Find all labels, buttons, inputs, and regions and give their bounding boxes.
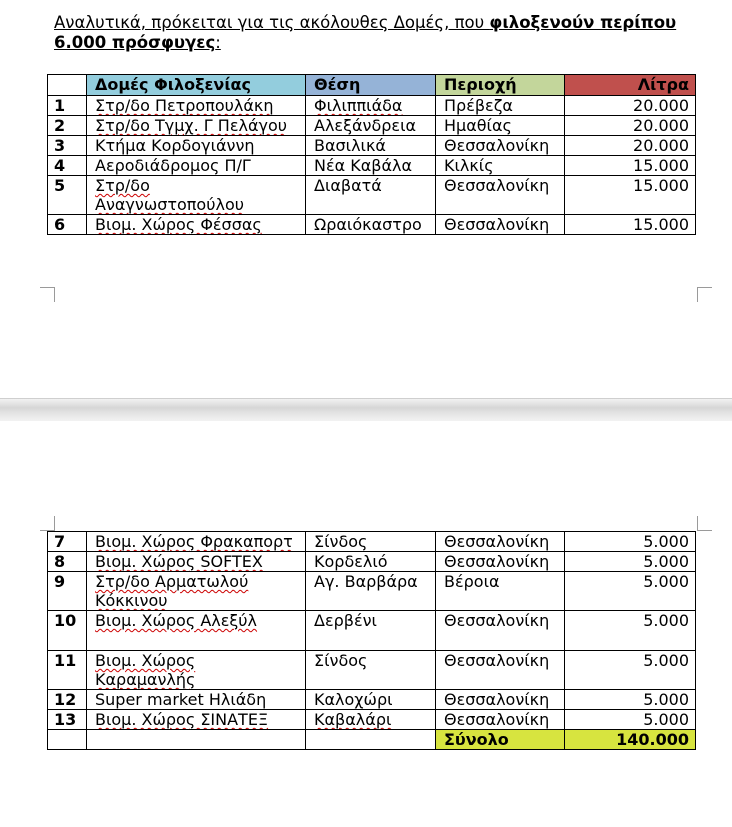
row-number: 10 — [48, 611, 87, 651]
total-value: 140.000 — [565, 730, 696, 750]
header-perioxi: Περιοχή — [436, 75, 565, 96]
total-empty-number — [48, 730, 87, 750]
row-domi-text: Βιομ. Χώρος Καραμανλής — [95, 651, 196, 689]
row-perioxi: Θεσσαλονίκη — [436, 136, 565, 156]
intro-bold-text: φιλοξενούν περίπου 6.000 πρόσφυγες — [54, 13, 677, 52]
row-domi-text: Στρ/δο Αναγνωστοπούλου — [95, 176, 244, 214]
row-thesi: Αλεξάνδρεια — [306, 116, 436, 136]
table-row — [48, 176, 696, 215]
table-row — [48, 116, 696, 136]
row-domi-text: Βιομ. Χώρος Αλεξύλ — [95, 611, 258, 630]
row-litra: 5.000 — [565, 690, 696, 710]
page-corner-mark — [40, 516, 55, 531]
row-domi: Αεροδιάδρομος Π/Γ — [87, 156, 306, 176]
row-litra: 5.000 — [565, 651, 696, 690]
row-thesi: Κορδελιό — [306, 552, 436, 572]
page-corner-mark — [40, 287, 55, 302]
intro-colon: : — [215, 33, 221, 52]
table-header-row — [48, 75, 696, 96]
row-number: 5 — [48, 176, 87, 215]
row-number: 6 — [48, 215, 87, 235]
row-perioxi: Θεσσαλονίκη — [436, 611, 565, 651]
row-thesi: Ωραιόκαστρο — [306, 215, 436, 235]
table-row — [48, 96, 696, 116]
row-perioxi: Θεσσαλονίκη — [436, 710, 565, 730]
row-domi: Super market Ηλιάδη — [87, 690, 306, 710]
total-empty-domi — [87, 730, 306, 750]
row-litra: 5.000 — [565, 532, 696, 552]
row-litra: 15.000 — [565, 176, 696, 215]
page-corner-mark — [697, 287, 712, 302]
header-thesi: Θέση — [306, 75, 436, 96]
row-perioxi: Ημαθίας — [436, 116, 565, 136]
intro-text: Αναλυτικά, πρόκειται για τις ακόλουθες Δομές, που — [54, 13, 490, 32]
row-perioxi: Θεσσαλονίκη — [436, 690, 565, 710]
row-domi-text: Στρ/δο Πετροπουλάκη — [95, 96, 274, 115]
row-domi — [87, 215, 306, 235]
row-domi — [87, 176, 306, 215]
row-litra: 15.000 — [565, 156, 696, 176]
row-thesi: Καλοχώρι — [306, 690, 436, 710]
row-number: 11 — [48, 651, 87, 690]
row-domi — [87, 552, 306, 572]
row-perioxi: Κιλκίς — [436, 156, 565, 176]
shelters-table-part-2 — [47, 531, 696, 750]
row-domi — [87, 532, 306, 552]
page-corner-mark — [697, 516, 712, 531]
row-number: 1 — [48, 96, 87, 116]
row-number: 12 — [48, 690, 87, 710]
table-row — [48, 156, 696, 176]
row-thesi: Σίνδος — [306, 532, 436, 552]
row-thesi: Δερβένι — [306, 611, 436, 651]
row-thesi: Διαβατά — [306, 176, 436, 215]
row-thesi-text: Καβαλάρι — [314, 710, 392, 729]
total-empty-thesi — [306, 730, 436, 750]
table-row — [48, 552, 696, 572]
row-domi — [87, 116, 306, 136]
total-row — [48, 730, 696, 750]
row-litra: 20.000 — [565, 96, 696, 116]
row-litra: 15.000 — [565, 215, 696, 235]
header-number — [48, 75, 87, 96]
row-perioxi: Βέροια — [436, 572, 565, 611]
row-number: 3 — [48, 136, 87, 156]
row-litra: 5.000 — [565, 572, 696, 611]
row-number: 13 — [48, 710, 87, 730]
row-domi: Κτήμα Κορδογιάννη — [87, 136, 306, 156]
table-row — [48, 690, 696, 710]
table-row — [48, 611, 696, 651]
row-litra: 5.000 — [565, 552, 696, 572]
row-litra: 5.000 — [565, 710, 696, 730]
row-litra: 20.000 — [565, 136, 696, 156]
row-thesi — [306, 710, 436, 730]
table-row — [48, 136, 696, 156]
row-perioxi: Θεσσαλονίκη — [436, 651, 565, 690]
table-row — [48, 572, 696, 611]
row-thesi: Νέα Καβάλα — [306, 156, 436, 176]
table-row — [48, 215, 696, 235]
row-thesi — [306, 96, 436, 116]
row-thesi: Βασιλικά — [306, 136, 436, 156]
intro-paragraph — [54, 13, 704, 53]
row-domi — [87, 710, 306, 730]
shelters-table-part-1 — [47, 74, 696, 235]
table-row — [48, 532, 696, 552]
row-perioxi: Πρέβεζα — [436, 96, 565, 116]
row-domi-text: Βιομ. Χώρος ΣΙΝΑΤΕΞ — [95, 710, 269, 729]
row-domi-text: Βιομ. Χώρος SOFTEX — [95, 552, 263, 571]
row-domi — [87, 572, 306, 611]
header-litra: Λίτρα — [565, 75, 696, 96]
row-domi — [87, 651, 306, 690]
row-number: 7 — [48, 532, 87, 552]
row-domi-text: Βιομ. Χώρος Φέσσας — [95, 215, 262, 234]
row-perioxi: Θεσσαλονίκη — [436, 176, 565, 215]
row-domi-text: Βιομ. Χώρος Φρακαπορτ — [95, 532, 293, 551]
row-perioxi: Θεσσαλονίκη — [436, 532, 565, 552]
page-gap — [0, 398, 732, 422]
row-number: 9 — [48, 572, 87, 611]
row-number: 2 — [48, 116, 87, 136]
row-litra: 5.000 — [565, 611, 696, 651]
row-thesi-text: Φιλιππιάδα — [314, 96, 403, 115]
row-perioxi: Θεσσαλονίκη — [436, 215, 565, 235]
row-litra: 20.000 — [565, 116, 696, 136]
row-perioxi: Θεσσαλονίκη — [436, 552, 565, 572]
row-thesi: Σίνδος — [306, 651, 436, 690]
row-domi-text: Στρ/δο Τγμχ. Γ Πελάγου — [95, 116, 287, 135]
total-label: Σύνολο — [436, 730, 565, 750]
row-number: 4 — [48, 156, 87, 176]
table-row — [48, 651, 696, 690]
row-thesi: Αγ. Βαρβάρα — [306, 572, 436, 611]
table-row — [48, 710, 696, 730]
row-domi — [87, 96, 306, 116]
row-domi-text: Στρ/δο Αρματωλού Κόκκινου — [95, 572, 249, 610]
header-domes: Δομές Φιλοξενίας — [87, 75, 306, 96]
row-number: 8 — [48, 552, 87, 572]
row-domi — [87, 611, 306, 651]
